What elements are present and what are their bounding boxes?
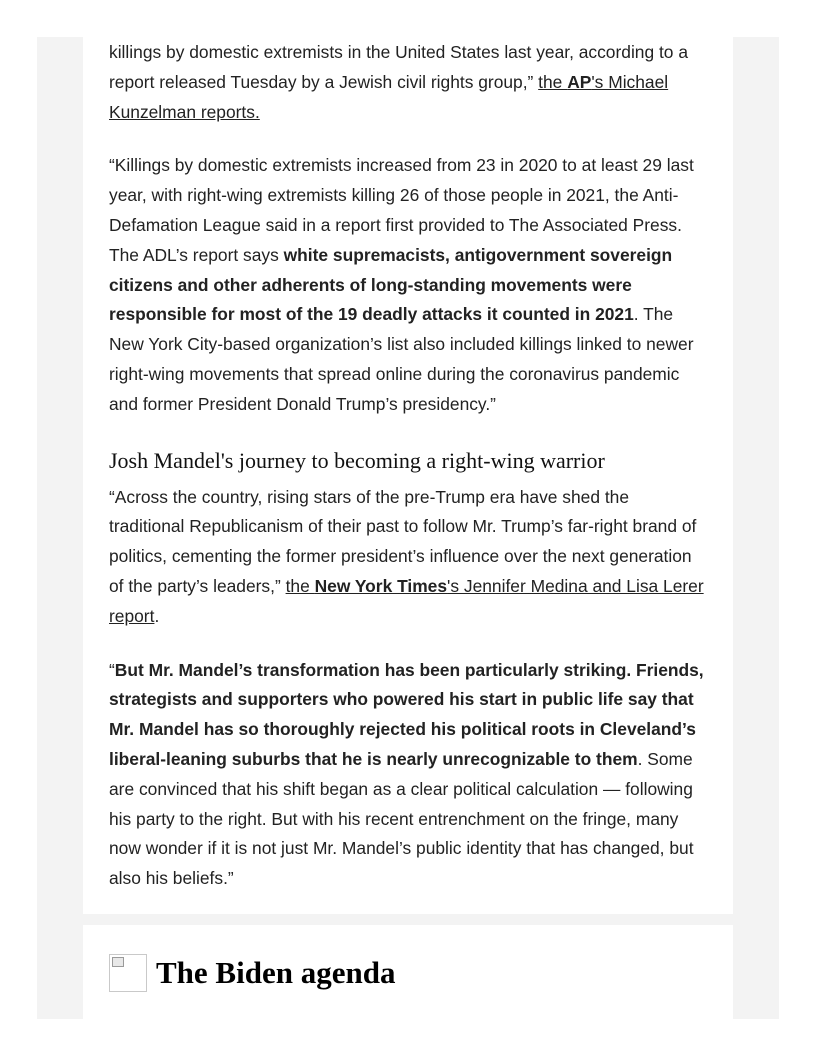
section-header — [109, 925, 707, 992]
paragraph-mandel-quote: “But Mr. Mandel’s transformation has been particularly striking. Friends, strategists and supporters who powered his start in public life say that Mr. Mandel has so thoroughly rejected his political roots in Cleveland’s liberal-leaning suburbs that he is nearly unrecognizable to them. Some are convinced that his shift began as a clear political calculation — following his party to the right. But with his recent entrenchment on the fringe, many now wonder if it is not just Mr. Mandel’s public identity that has changed, but also his beliefs.” — [109, 659, 704, 889]
section-card-biden-agenda — [83, 925, 733, 1019]
section-title: The Biden agenda — [156, 955, 396, 990]
broken-image-icon — [109, 954, 147, 992]
nyt-report-link[interactable]: the New York Times's Jennifer Medina and Lisa Lerer report — [109, 575, 704, 626]
ap-report-link[interactable]: the AP's Michael Kunzelman reports. — [109, 71, 669, 122]
article-subheading: Josh Mandel's journey to becoming a right-wing warrior — [109, 447, 605, 473]
paragraph-adl-quote: “Killings by domestic extremists increased from 23 in 2020 to at least 29 last year, with right-wing extremists killing 26 of those people in 2021, the Anti-Defamation League said in a report first provided to The Associated Press. The ADL’s report says white supremacists, antigovernment sovereign citizens and other adherents of long-standing movements were responsible for most of the 19 deadly attacks it counted in 2021. The New York City-based organization’s list also included killings linked to newer right-wing movements that spread online during the coronavirus pandemic and former President Donald Trump’s presidency.” — [109, 155, 694, 414]
paragraph-nyt-intro: “Across the country, rising stars of the pre-Trump era have shed the traditional Republicanism of their past to follow Mr. Trump’s far-right brand of politics, cementing the former president’s influence over the next generation of the party’s leaders,” the New York Times's Jennifer Medina and Lisa Lerer report. — [109, 486, 704, 626]
article-card — [83, 37, 733, 914]
paragraph-ap-intro: killings by domestic extremists in the United States last year, according to a report released Tuesday by a Jewish civil rights group,” the AP's Michael Kunzelman reports. — [109, 42, 688, 122]
